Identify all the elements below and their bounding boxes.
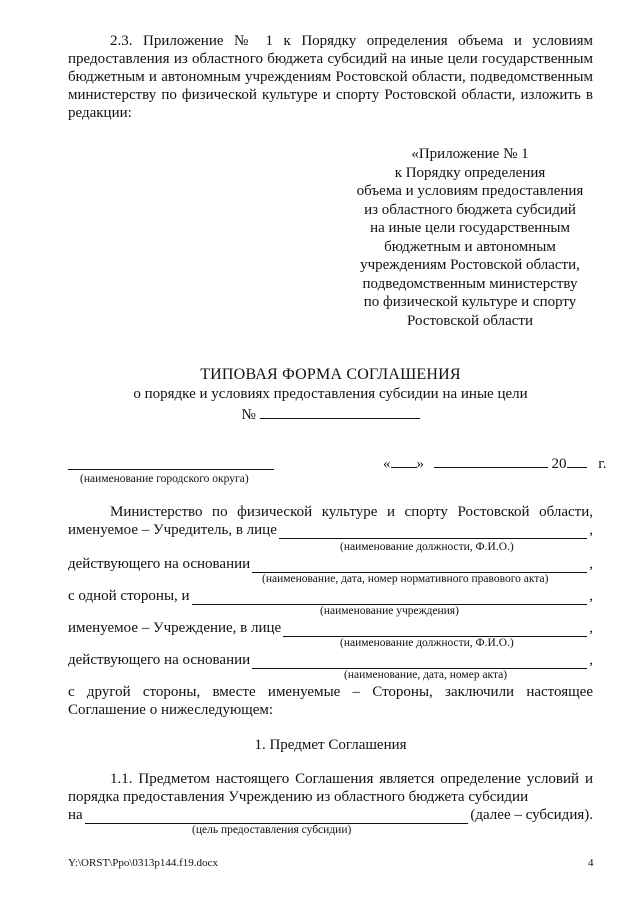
- clause-tail: (далее – субсидия).: [470, 807, 593, 823]
- day-field: [391, 453, 417, 468]
- date-quote-close: »: [416, 456, 424, 472]
- one-side-label: с одной стороны, и: [68, 588, 190, 604]
- institution-person-row: [68, 619, 593, 637]
- date-line: [383, 453, 606, 473]
- comma: ,: [589, 588, 593, 604]
- institution-hint: (наименование учреждения): [320, 605, 459, 617]
- year-field: [567, 453, 587, 468]
- year-suffix: г.: [598, 456, 607, 472]
- clause-1-1: 1.1. Предметом настоящего Соглашения является определение условий и порядка предоставления Учреждению из областного бюджета субсидии: [68, 771, 593, 805]
- year-prefix: 20: [551, 456, 567, 472]
- position-hint-1: (наименование должности, Ф.И.О.): [340, 541, 514, 553]
- appendix-line: Ростовской области: [407, 312, 533, 329]
- purpose-field: [85, 809, 469, 824]
- basis-label-2: действующего на основании: [68, 652, 251, 668]
- comma: ,: [589, 620, 593, 636]
- institution-person-field: [283, 622, 587, 637]
- form-title: ТИПОВАЯ ФОРМА СОГЛАШЕНИЯ: [200, 366, 461, 383]
- act-hint-2: (наименование, дата, номер акта): [344, 669, 508, 681]
- purpose-row: [68, 806, 593, 824]
- number-prefix: №: [241, 407, 256, 423]
- footer-file-path: Y:\ORST\Ppo\0313p144.f19.docx: [68, 857, 218, 869]
- other-side-paragraph: с другой стороны, вместе именуемые – Стороны, заключили настоящее Соглашение о нижеследующем:: [68, 684, 593, 718]
- comma: ,: [589, 522, 593, 538]
- date-quote-open: «: [383, 456, 391, 472]
- agreement-number: [68, 404, 593, 424]
- one-side-row: [68, 587, 593, 605]
- clause-on-label: на: [68, 807, 83, 823]
- appendix-header: [350, 145, 590, 330]
- appendix-line: подведомственным министерству: [362, 275, 578, 292]
- city-hint: (наименование городского округа): [80, 473, 249, 485]
- number-field: [260, 404, 420, 419]
- founder-row: [68, 521, 593, 539]
- comma: ,: [589, 556, 593, 572]
- month-field: [434, 453, 548, 468]
- appendix-line: по физической культуре и спорту: [363, 294, 577, 310]
- city-field: [68, 454, 274, 470]
- page-number: 4: [588, 857, 594, 869]
- position-hint-2: (наименование должности, Ф.И.О.): [340, 637, 514, 649]
- basis-label-1: действующего на основании: [68, 556, 251, 572]
- institution-label: именуемое – Учреждение, в лице: [68, 620, 282, 636]
- appendix-line: из областного бюджета субсидий: [364, 201, 576, 218]
- basis-row-2: [68, 651, 593, 669]
- basis-row-1: [68, 555, 593, 573]
- act-hint-1: (наименование, дата, номер нормативного правового акта): [262, 573, 549, 585]
- founder-person-field: [279, 524, 587, 539]
- basis-field-2: [252, 654, 587, 669]
- intro-paragraph: 2.3. Приложение № 1 к Порядку определения объема и условиям предоставления из областного бюджета субсидий на иные цели государственным бюджетным и автономным учреждениям Ростовской области, подведомственным министерству по физической культуре и спорту Ростовской области, изложить в редакции:: [68, 33, 593, 121]
- institution-field: [192, 590, 588, 605]
- form-subtitle: о порядке и условиях предоставления субсидии на иные цели: [133, 386, 528, 402]
- section-1-title: 1. Предмет Соглашения: [254, 737, 407, 753]
- appendix-line: к Порядку определения: [394, 164, 546, 181]
- appendix-line: учреждениям Ростовской области,: [360, 257, 580, 273]
- appendix-line: объема и условиям предоставления: [356, 183, 584, 199]
- purpose-hint: (цель предоставления субсидии): [192, 824, 352, 836]
- ministry-line: Министерство по физической культуре и спорту Ростовской области,: [110, 504, 593, 520]
- basis-field-1: [252, 558, 587, 573]
- founder-label: именуемое – Учредитель, в лице: [68, 522, 277, 538]
- appendix-line: «Приложение № 1: [411, 146, 529, 162]
- appendix-line: на иные цели государственным: [370, 220, 570, 236]
- comma: ,: [589, 652, 593, 668]
- appendix-line: бюджетным и автономным: [384, 238, 556, 255]
